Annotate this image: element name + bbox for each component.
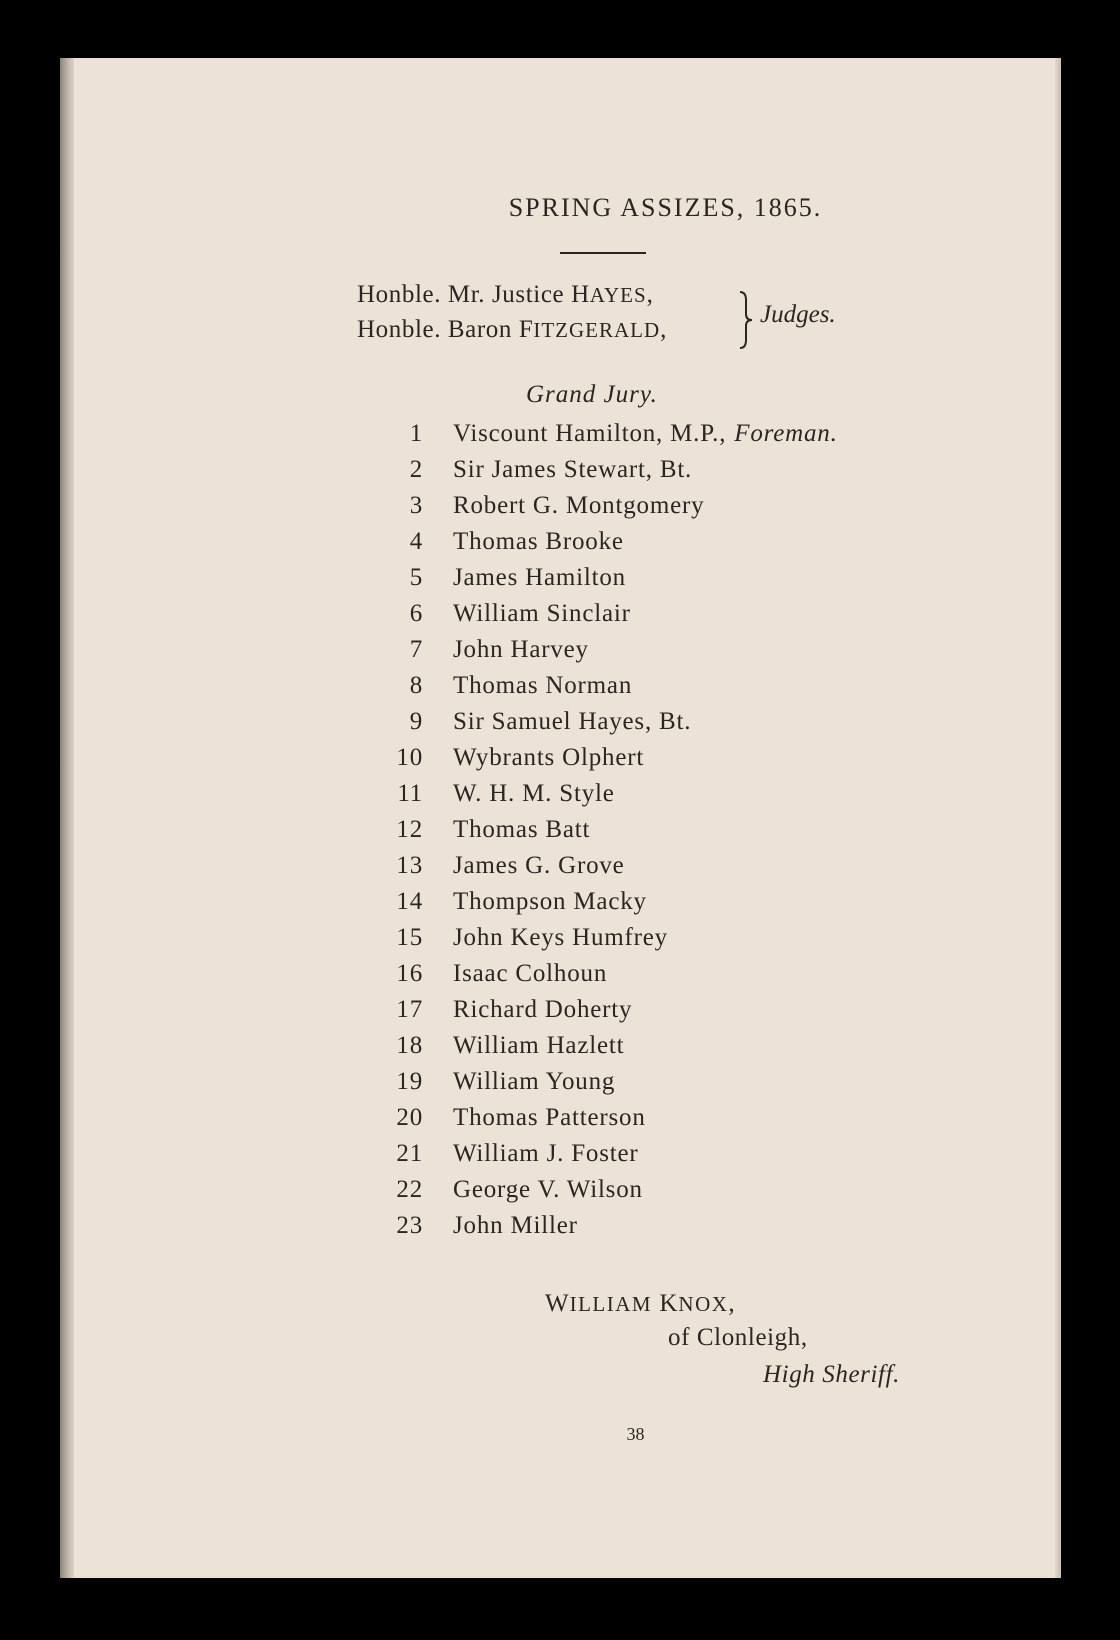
judge-prefix: Honble. Mr. Justice [357,281,572,308]
jury-entry [453,528,624,556]
juror-name: Thomas Batt [453,816,591,843]
jury-number: 22 [396,1176,423,1203]
juror-note: Foreman. [734,420,838,447]
jury-entry [453,1140,639,1168]
jury-entry [453,1176,643,1204]
juror-name: Robert G. Montgomery [453,492,705,519]
juror-name: Viscount Hamilton, M.P., [453,420,727,447]
juror-name: Richard Doherty [453,996,633,1023]
page-spine-shadow [60,58,74,1578]
sheriff-suffix: , [728,1290,736,1317]
jury-number: 21 [396,1140,423,1167]
jury-entry [453,924,668,952]
juror-name: Thomas Norman [453,672,633,699]
jury-number: 19 [396,1068,423,1095]
jury-number: 20 [396,1104,423,1131]
jury-entry [453,420,838,448]
juror-name: John Keys Humfrey [453,924,668,951]
jury-entry [453,600,631,628]
jury-entry [453,996,632,1024]
jury-number: 3 [409,492,423,519]
sheriff-last-initial: K [659,1290,679,1317]
heading-rule [560,252,646,254]
juror-name: William Young [453,1068,616,1095]
jury-entry [453,780,615,808]
jury-number: 8 [409,672,423,699]
juror-name: Sir Samuel Hayes, Bt. [453,708,692,735]
jury-entry [453,1032,624,1060]
juror-name: John Harvey [453,636,589,663]
jury-number: 10 [396,744,423,771]
jury-number: 13 [396,852,423,879]
page-edge [1055,58,1061,1578]
jury-number: 15 [396,924,423,951]
sheriff-title: High Sheriff. [763,1361,900,1388]
judge-surname-rest: ITZGERALD [533,318,661,342]
jury-number: 6 [409,600,423,627]
juror-name: William J. Foster [453,1140,639,1167]
jury-number: 2 [409,456,423,483]
jury-entry [453,708,691,736]
judge-suffix: , [646,281,654,308]
sheriff-place: of Clonleigh, [668,1324,808,1351]
jury-number: 7 [409,636,423,663]
juror-name: George V. Wilson [453,1176,643,1203]
juror-name: Thompson Macky [453,888,647,915]
juror-name: Thomas Patterson [453,1104,646,1131]
jury-number: 4 [409,528,423,555]
judges-label: Judges. [760,301,836,328]
jury-entry [453,852,625,880]
jury-entry [453,816,590,844]
jury-entry [453,636,589,664]
jury-number: 11 [397,780,423,807]
sheriff-first-initial: W [545,1290,570,1317]
judge-surname-rest: AYES [589,283,647,307]
juror-name: John Miller [453,1212,578,1239]
book-page [60,58,1061,1578]
jury-entry [453,492,704,520]
juror-name: William Hazlett [453,1032,625,1059]
jury-entry [453,456,692,484]
juror-name: W. H. M. Style [453,780,615,807]
jury-number: 9 [409,708,423,735]
page-number: 38 [626,1424,645,1444]
jury-entry [453,888,647,916]
judge-surname-initial: H [571,281,590,308]
judge-line [357,316,667,344]
juror-name: William Sinclair [453,600,631,627]
jury-entry [453,1212,578,1240]
jury-number: 17 [396,996,423,1023]
page-heading: SPRING ASSIZES, 1865. [508,193,823,222]
jury-entry [453,960,607,988]
juror-name: Wybrants Olphert [453,744,645,771]
juror-name: James Hamilton [453,564,626,591]
jury-number: 12 [396,816,423,843]
sheriff-name [545,1290,736,1318]
judge-line [357,281,654,309]
juror-name: James G. Grove [453,852,625,879]
judge-surname-initial: F [518,316,534,343]
jury-entry [453,672,632,700]
jury-number: 18 [396,1032,423,1059]
jury-number: 1 [409,420,423,447]
judge-suffix: , [660,316,668,343]
grand-jury-title: Grand Jury. [526,381,658,408]
jury-entry [453,1068,615,1096]
judge-prefix: Honble. Baron [357,316,519,343]
juror-name: Thomas Brooke [453,528,624,555]
jury-number: 5 [409,564,423,591]
jury-number: 14 [396,888,423,915]
sheriff-last-rest: NOX [678,1292,729,1316]
jury-number: 23 [396,1212,423,1239]
jury-entry [453,1104,646,1132]
jury-entry [453,564,626,592]
jury-number: 16 [396,960,423,987]
jury-entry [453,744,644,772]
sheriff-first-rest: ILLIAM [569,1292,653,1316]
juror-name: Isaac Colhoun [453,960,608,987]
juror-name: Sir James Stewart, Bt. [453,456,693,483]
